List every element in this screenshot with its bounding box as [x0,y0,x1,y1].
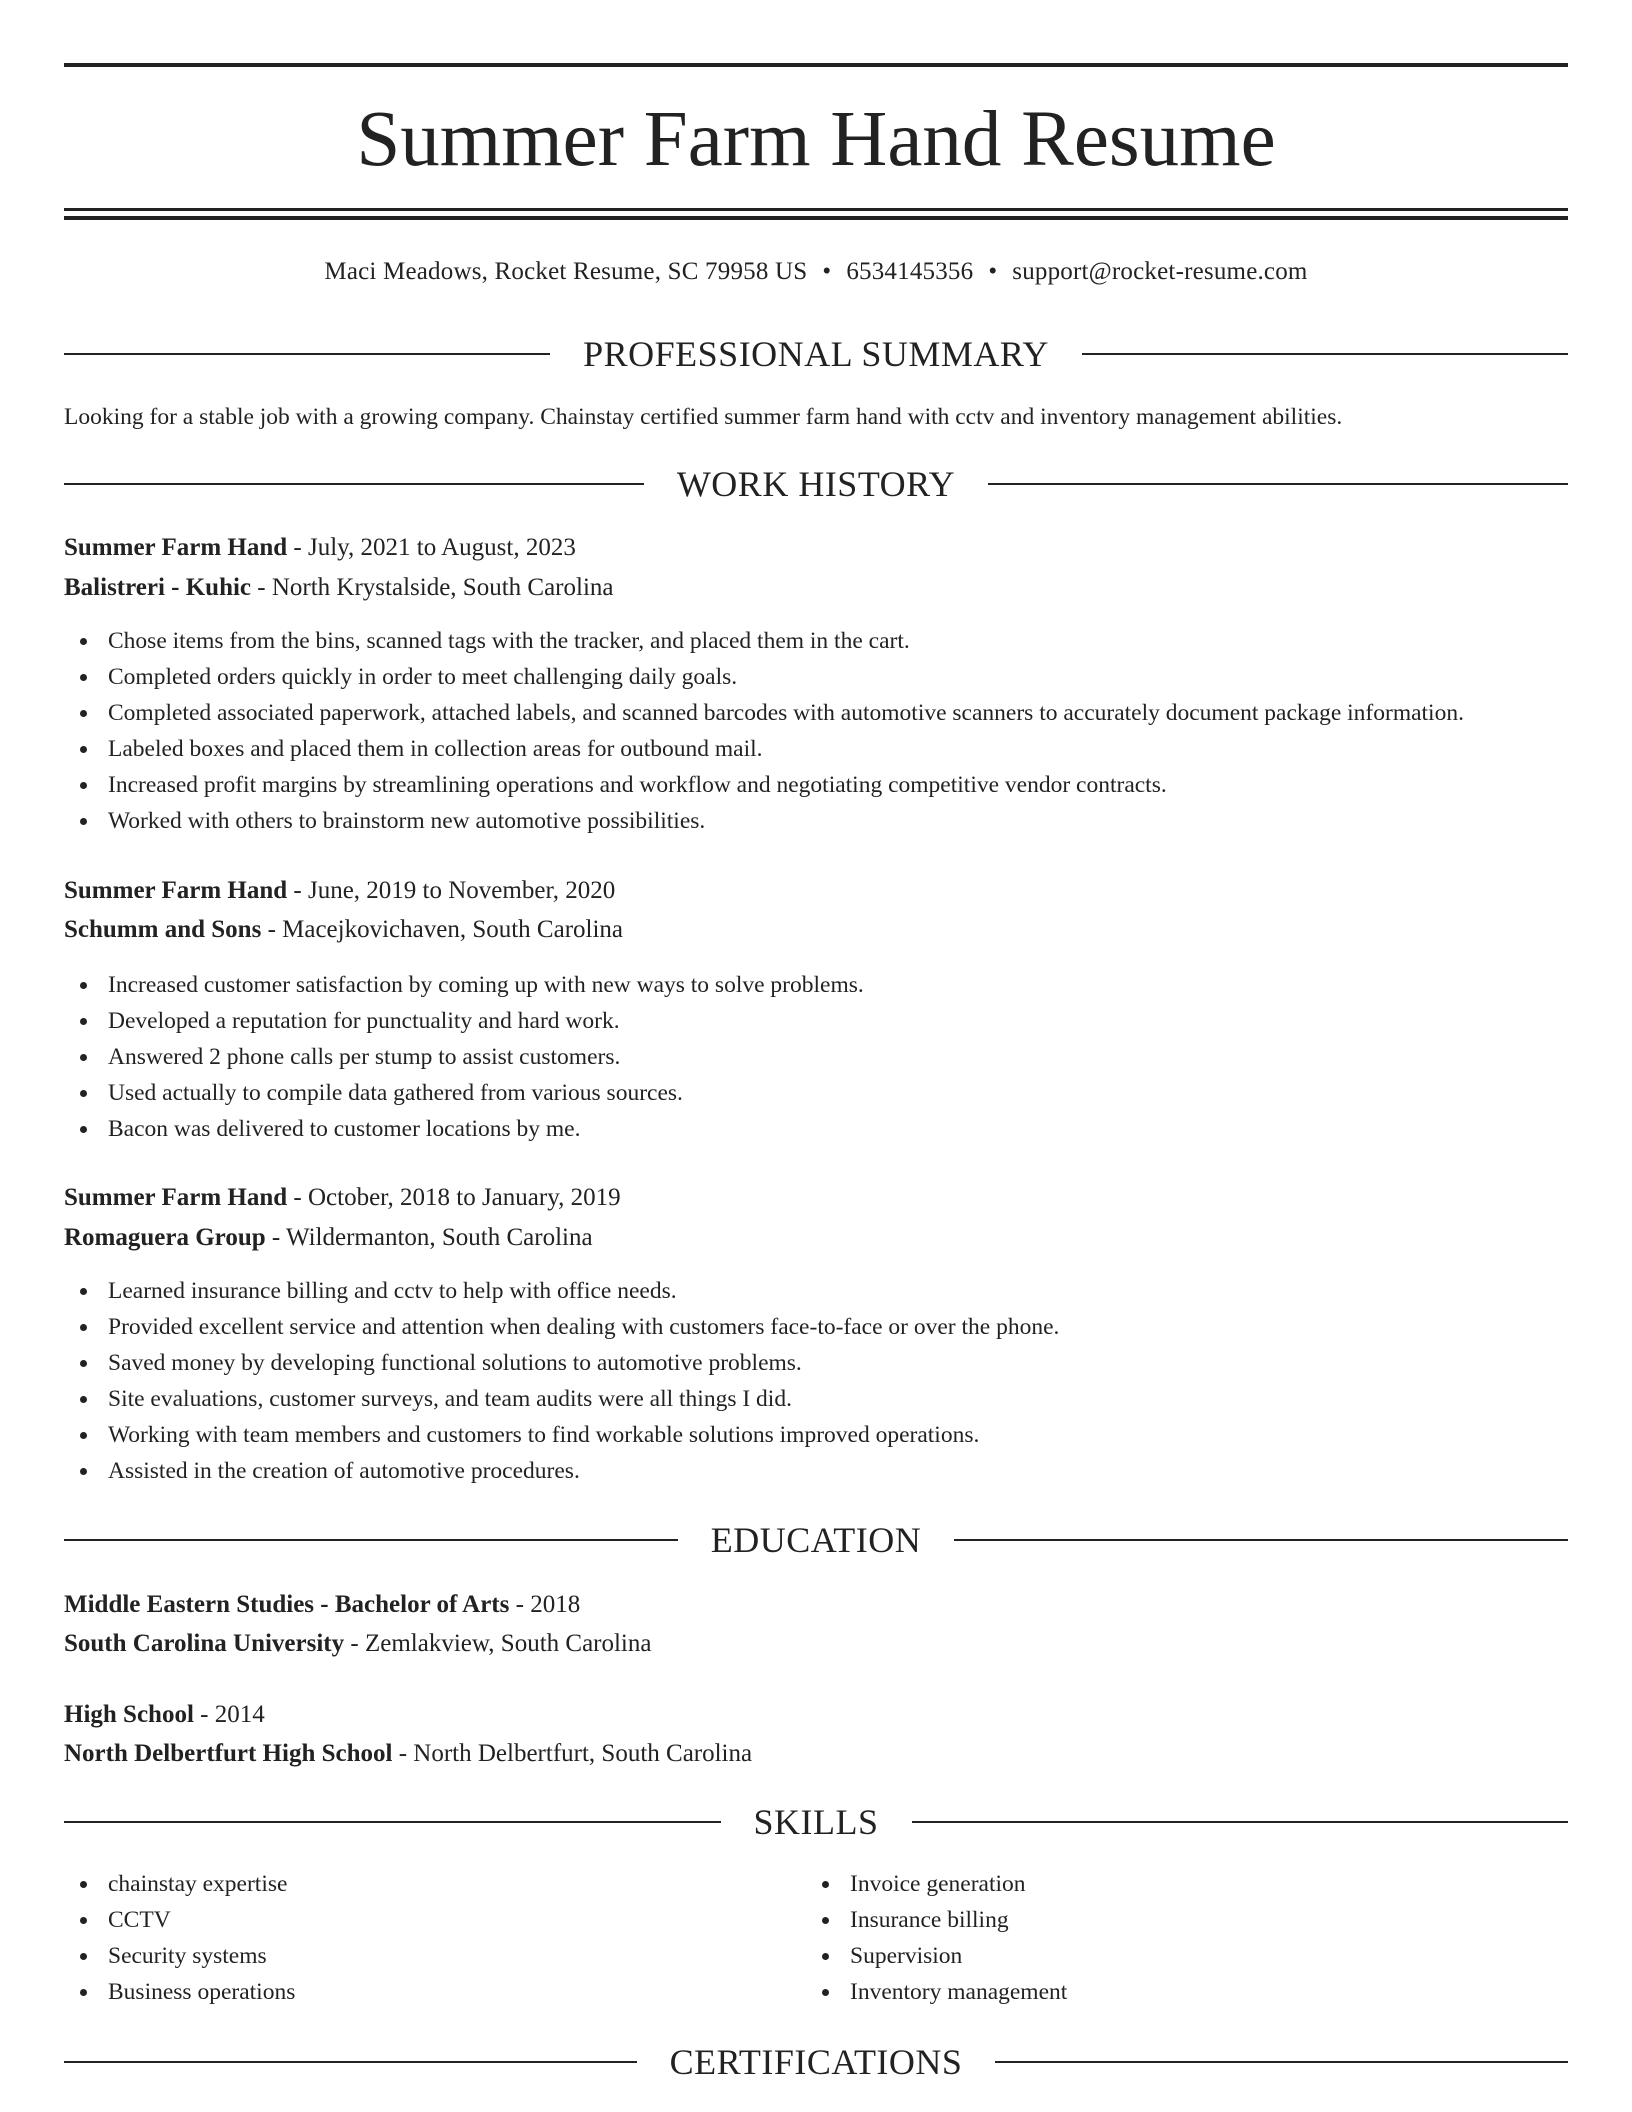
skill-item: CCTV [64,1902,764,1938]
skill-item: Insurance billing [806,1902,1506,1938]
heading-rule [64,483,644,485]
list-item: Site evaluations, customer surveys, and team audits were all things I did. [64,1381,1568,1417]
education-1-school-line [64,1626,1568,1662]
job-3-bullets [64,1273,1568,1489]
skills-list-left [64,1866,764,2010]
job-title: Summer Farm Hand [64,534,288,561]
job-location: - Macejkovichaven, South Carolina [261,916,624,943]
job-3-title-line [64,1180,1568,1216]
list-item: Bacon was delivered to customer locations by me. [64,1111,1568,1147]
header-top-rule [64,63,1568,67]
section-title: SKILLS [753,1802,879,1842]
education-1-degree-line [64,1587,1568,1623]
job-2-title-line [64,873,1568,909]
job-location: - North Krystalside, South Carolina [251,574,614,601]
skill-item: Supervision [806,1938,1506,1974]
section-heading-summary [64,332,1568,376]
heading-rule [1082,353,1568,355]
list-item: Working with team members and customers to find workable solutions improved operations. [64,1417,1568,1453]
list-item: Chose items from the bins, scanned tags with the tracker, and placed them in the cart. [64,623,1568,659]
job-2-bullets [64,967,1568,1147]
skill-item: Business operations [64,1974,764,2010]
contact-line [64,254,1568,290]
contact-separator: • [822,258,832,285]
heading-rule [988,483,1568,485]
job-location: - Wildermanton, South Carolina [265,1224,593,1251]
heading-rule [995,2061,1568,2063]
education-year: - 2018 [509,1591,581,1618]
section-title: CERTIFICATIONS [669,2042,963,2082]
list-item: Increased customer satisfaction by coming up with new ways to solve problems. [64,967,1568,1003]
section-heading-education [64,1518,1568,1562]
education-degree: Middle Eastern Studies - Bachelor of Arts [64,1591,510,1618]
job-3-company-line [64,1220,1568,1256]
education-location: - Zemlakview, South Carolina [344,1630,652,1657]
section-title: WORK HISTORY [676,464,956,504]
education-2-degree-line [64,1697,1568,1733]
skills-list-right [806,1866,1506,2010]
page-title: Summer Farm Hand Resume [356,96,1276,183]
job-1-bullets [64,623,1568,839]
contact-phone: 6534145356 [846,258,974,285]
list-item: Used actually to compile data gathered from various sources. [64,1075,1568,1111]
education-school: North Delbertfurt High School [64,1740,393,1767]
contact-separator: • [988,258,998,285]
job-dates: - June, 2019 to November, 2020 [287,877,616,904]
heading-rule [64,1821,721,1823]
job-dates: - October, 2018 to January, 2019 [287,1184,621,1211]
skill-item: chainstay expertise [64,1866,764,1902]
section-heading-skills [64,1800,1568,1844]
header-bottom-rule-1 [64,208,1568,211]
heading-rule [954,1539,1568,1541]
job-2-company-line [64,912,1568,948]
education-school: South Carolina University [64,1630,345,1657]
job-title: Summer Farm Hand [64,877,288,904]
heading-rule [64,1539,678,1541]
heading-rule [912,1821,1569,1823]
heading-rule [64,2061,637,2063]
section-heading-certifications [64,2040,1568,2084]
list-item: Developed a reputation for punctuality and hard work. [64,1003,1568,1039]
summary-text: Looking for a stable job with a growing company. Chainstay certified summer farm hand with cctv and inventory management abilities. [64,404,1343,430]
header-bottom-rule-2 [64,216,1568,220]
list-item: Saved money by developing functional solutions to automotive problems. [64,1345,1568,1381]
list-item: Increased profit margins by streamlining operations and workflow and negotiating competitive vendor contracts. [64,767,1568,803]
section-title: EDUCATION [710,1520,922,1560]
skill-item: Inventory management [806,1974,1506,2010]
section-title: PROFESSIONAL SUMMARY [583,334,1049,374]
job-company: Romaguera Group [64,1224,266,1251]
job-company: Schumm and Sons [64,916,262,943]
job-title: Summer Farm Hand [64,1184,288,1211]
job-company: Balistreri - Kuhic [64,574,252,601]
job-dates: - July, 2021 to August, 2023 [287,534,576,561]
list-item: Completed orders quickly in order to meet challenging daily goals. [64,659,1568,695]
education-degree: High School [64,1701,194,1728]
job-1-title-line [64,530,1568,566]
list-item: Assisted in the creation of automotive procedures. [64,1453,1568,1489]
list-item: Answered 2 phone calls per stump to assist customers. [64,1039,1568,1075]
section-heading-work [64,462,1568,506]
education-2-school-line [64,1736,1568,1772]
contact-address: Maci Meadows, Rocket Resume, SC 79958 US [324,258,808,285]
skill-item: Security systems [64,1938,764,1974]
list-item: Worked with others to brainstorm new automotive possibilities. [64,803,1568,839]
education-year: - 2014 [193,1701,265,1728]
heading-rule [64,353,550,355]
education-location: - North Delbertfurt, South Carolina [392,1740,753,1767]
list-item: Learned insurance billing and cctv to help with office needs. [64,1273,1568,1309]
list-item: Completed associated paperwork, attached labels, and scanned barcodes with automotive scanners to accurately document package information. [64,695,1568,731]
skill-item: Invoice generation [806,1866,1506,1902]
contact-email: support@rocket-resume.com [1012,258,1308,285]
list-item: Labeled boxes and placed them in collection areas for outbound mail. [64,731,1568,767]
list-item: Provided excellent service and attention when dealing with customers face-to-face or over the phone. [64,1309,1568,1345]
job-1-company-line [64,570,1568,606]
